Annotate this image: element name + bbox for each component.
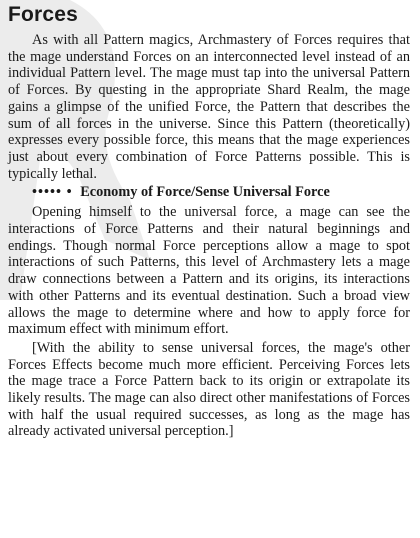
section-title: Forces — [8, 3, 79, 26]
ability-heading — [8, 184, 410, 201]
ability-description: Opening himself to the universal force, a mage can see the interactions of Force Patterns and their natural beginnings and endings. Though normal Force perceptions allow a mage to spot interactions of such Patterns, this level of Archmastery lets a mage draw connections between a Pattern and its origins, its interactions with other Patterns and its eventual destination. Such a broad view allows the mage to determine where and how to apply force for maximum effect with minimum effort. — [8, 204, 410, 338]
ability-rules: [With the ability to sense universal forces, the mage's other Forces Effects become much more efficient. Perceiving Forces lets the mage trace a Force Pattern back to its origin or extrapolate its likely results. The mage can also direct other manifestations of Forces with half the usual required successes, as long as the mage has already activated universal perception.] — [8, 339, 410, 440]
ability-rating-dots: ••••• • — [32, 184, 73, 201]
ability-name: Economy of Force/Sense Universal Force — [80, 184, 330, 201]
intro-paragraph: As with all Pattern magics, Archmastery of Forces requires that the mage understand Forces on an interconnected level instead of an individual Pattern level. The mage must tap into the universal Pattern of Forces. By questing in the appropriate Shard Realm, the mage gains a glimpse of the unified Force, the Pattern that describes the sum of all forces in the universe. Since this Pattern (theoretically) expresses every possible force, this means that the mage experiences just about every combination of Force Patterns possible. This is typically lethal. — [8, 32, 410, 182]
